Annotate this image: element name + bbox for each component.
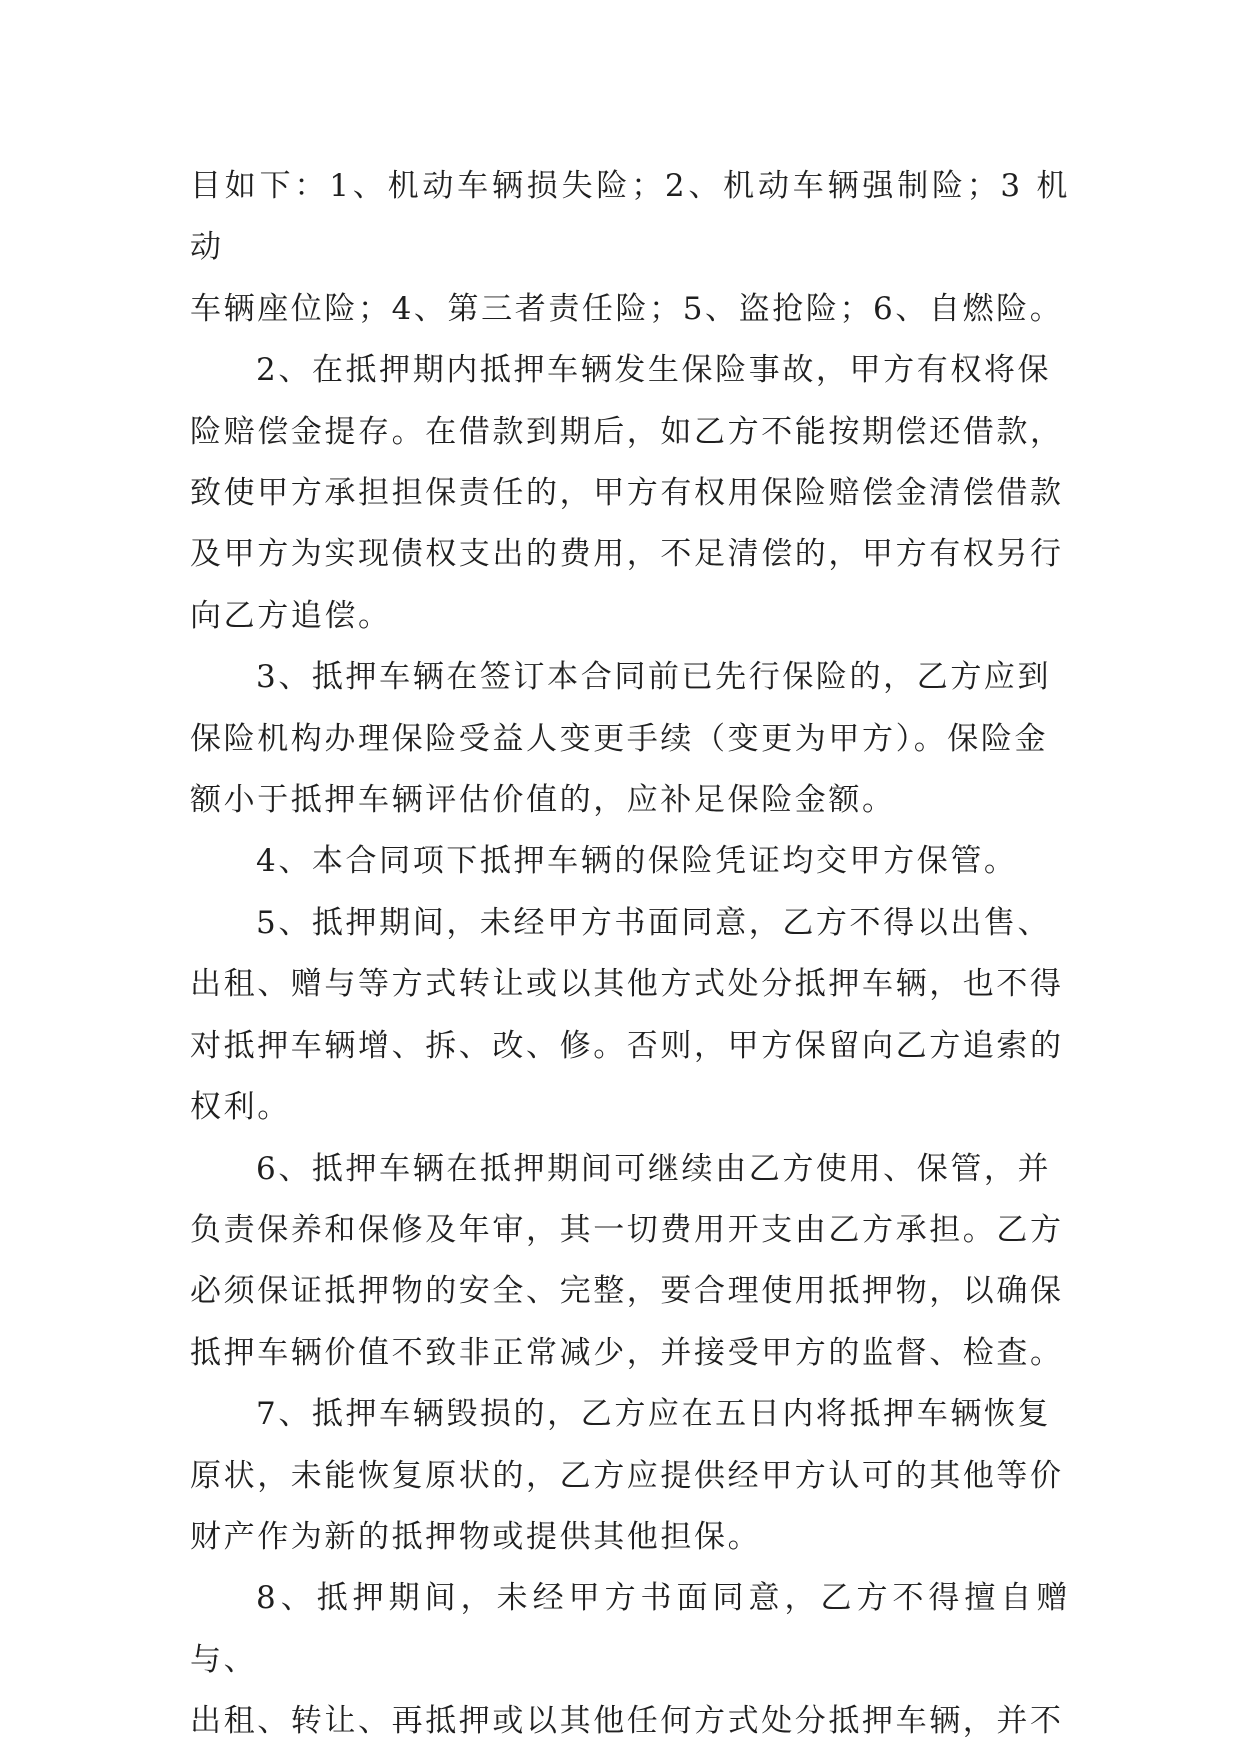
paragraph-clause-6: 6、抵押车辆在抵押期间可继续由乙方使用、保管，并 负责保养和保修及年审，其一切费用开支由乙方承担。乙方 必须保证抵押物的安全、完整，要合理使用抵押物，以确保 抵押车辆价值不致非正常减少，并接受甲方的监督、检查。 [190,1150,1064,1371]
paragraph-clause-3: 3、抵押车辆在签订本合同前已先行保险的，乙方应到 保险机构办理保险受益人变更手续（变更为甲方）。保险金 额小于抵押车辆评估价值的，应补足保险金额。 [190,659,1052,819]
document-body [190,156,1070,1753]
paragraph-clause-7: 7、抵押车辆毁损的，乙方应在五日内将抵押车辆恢复 原状，未能恢复原状的，乙方应提供经甲方认可的其他等价 财产作为新的抵押物或提供其他担保。 [190,1396,1064,1555]
paragraph-insurance-items: 目如下：1、机动车辆损失险；2、机动车辆强制险；3 机动 车辆座位险；4、第三者责任险；5、盗抢险；6、自燃险。 [190,168,1070,327]
paragraph-clause-5: 5、抵押期间，未经甲方书面同意，乙方不得以出售、 出租、赠与等方式转让或以其他方式处分抵押车辆，也不得 对抵押车辆增、拆、改、修。否则，甲方保留向乙方追索的 权利。 [190,904,1064,1126]
paragraph-clause-2: 2、在抵押期内抵押车辆发生保险事故，甲方有权将保 险赔偿金提存。在借款到期后，如乙方不能按期偿还借款， 致使甲方承担担保责任的，甲方有权用保险赔偿金清偿借款 及甲方为实现债权支出的费用，不足清偿的，甲方有权另行 向乙方追偿。 [190,352,1064,634]
paragraph-clause-8: 8、抵押期间，未经甲方书面同意，乙方不得擅自赠与、 出租、转让、再抵押或以其他任何方式处分抵押车辆，并不 [190,1580,1070,1740]
paragraph-clause-4: 4、本合同项下抵押车辆的保险凭证均交甲方保管。 [256,843,1018,880]
